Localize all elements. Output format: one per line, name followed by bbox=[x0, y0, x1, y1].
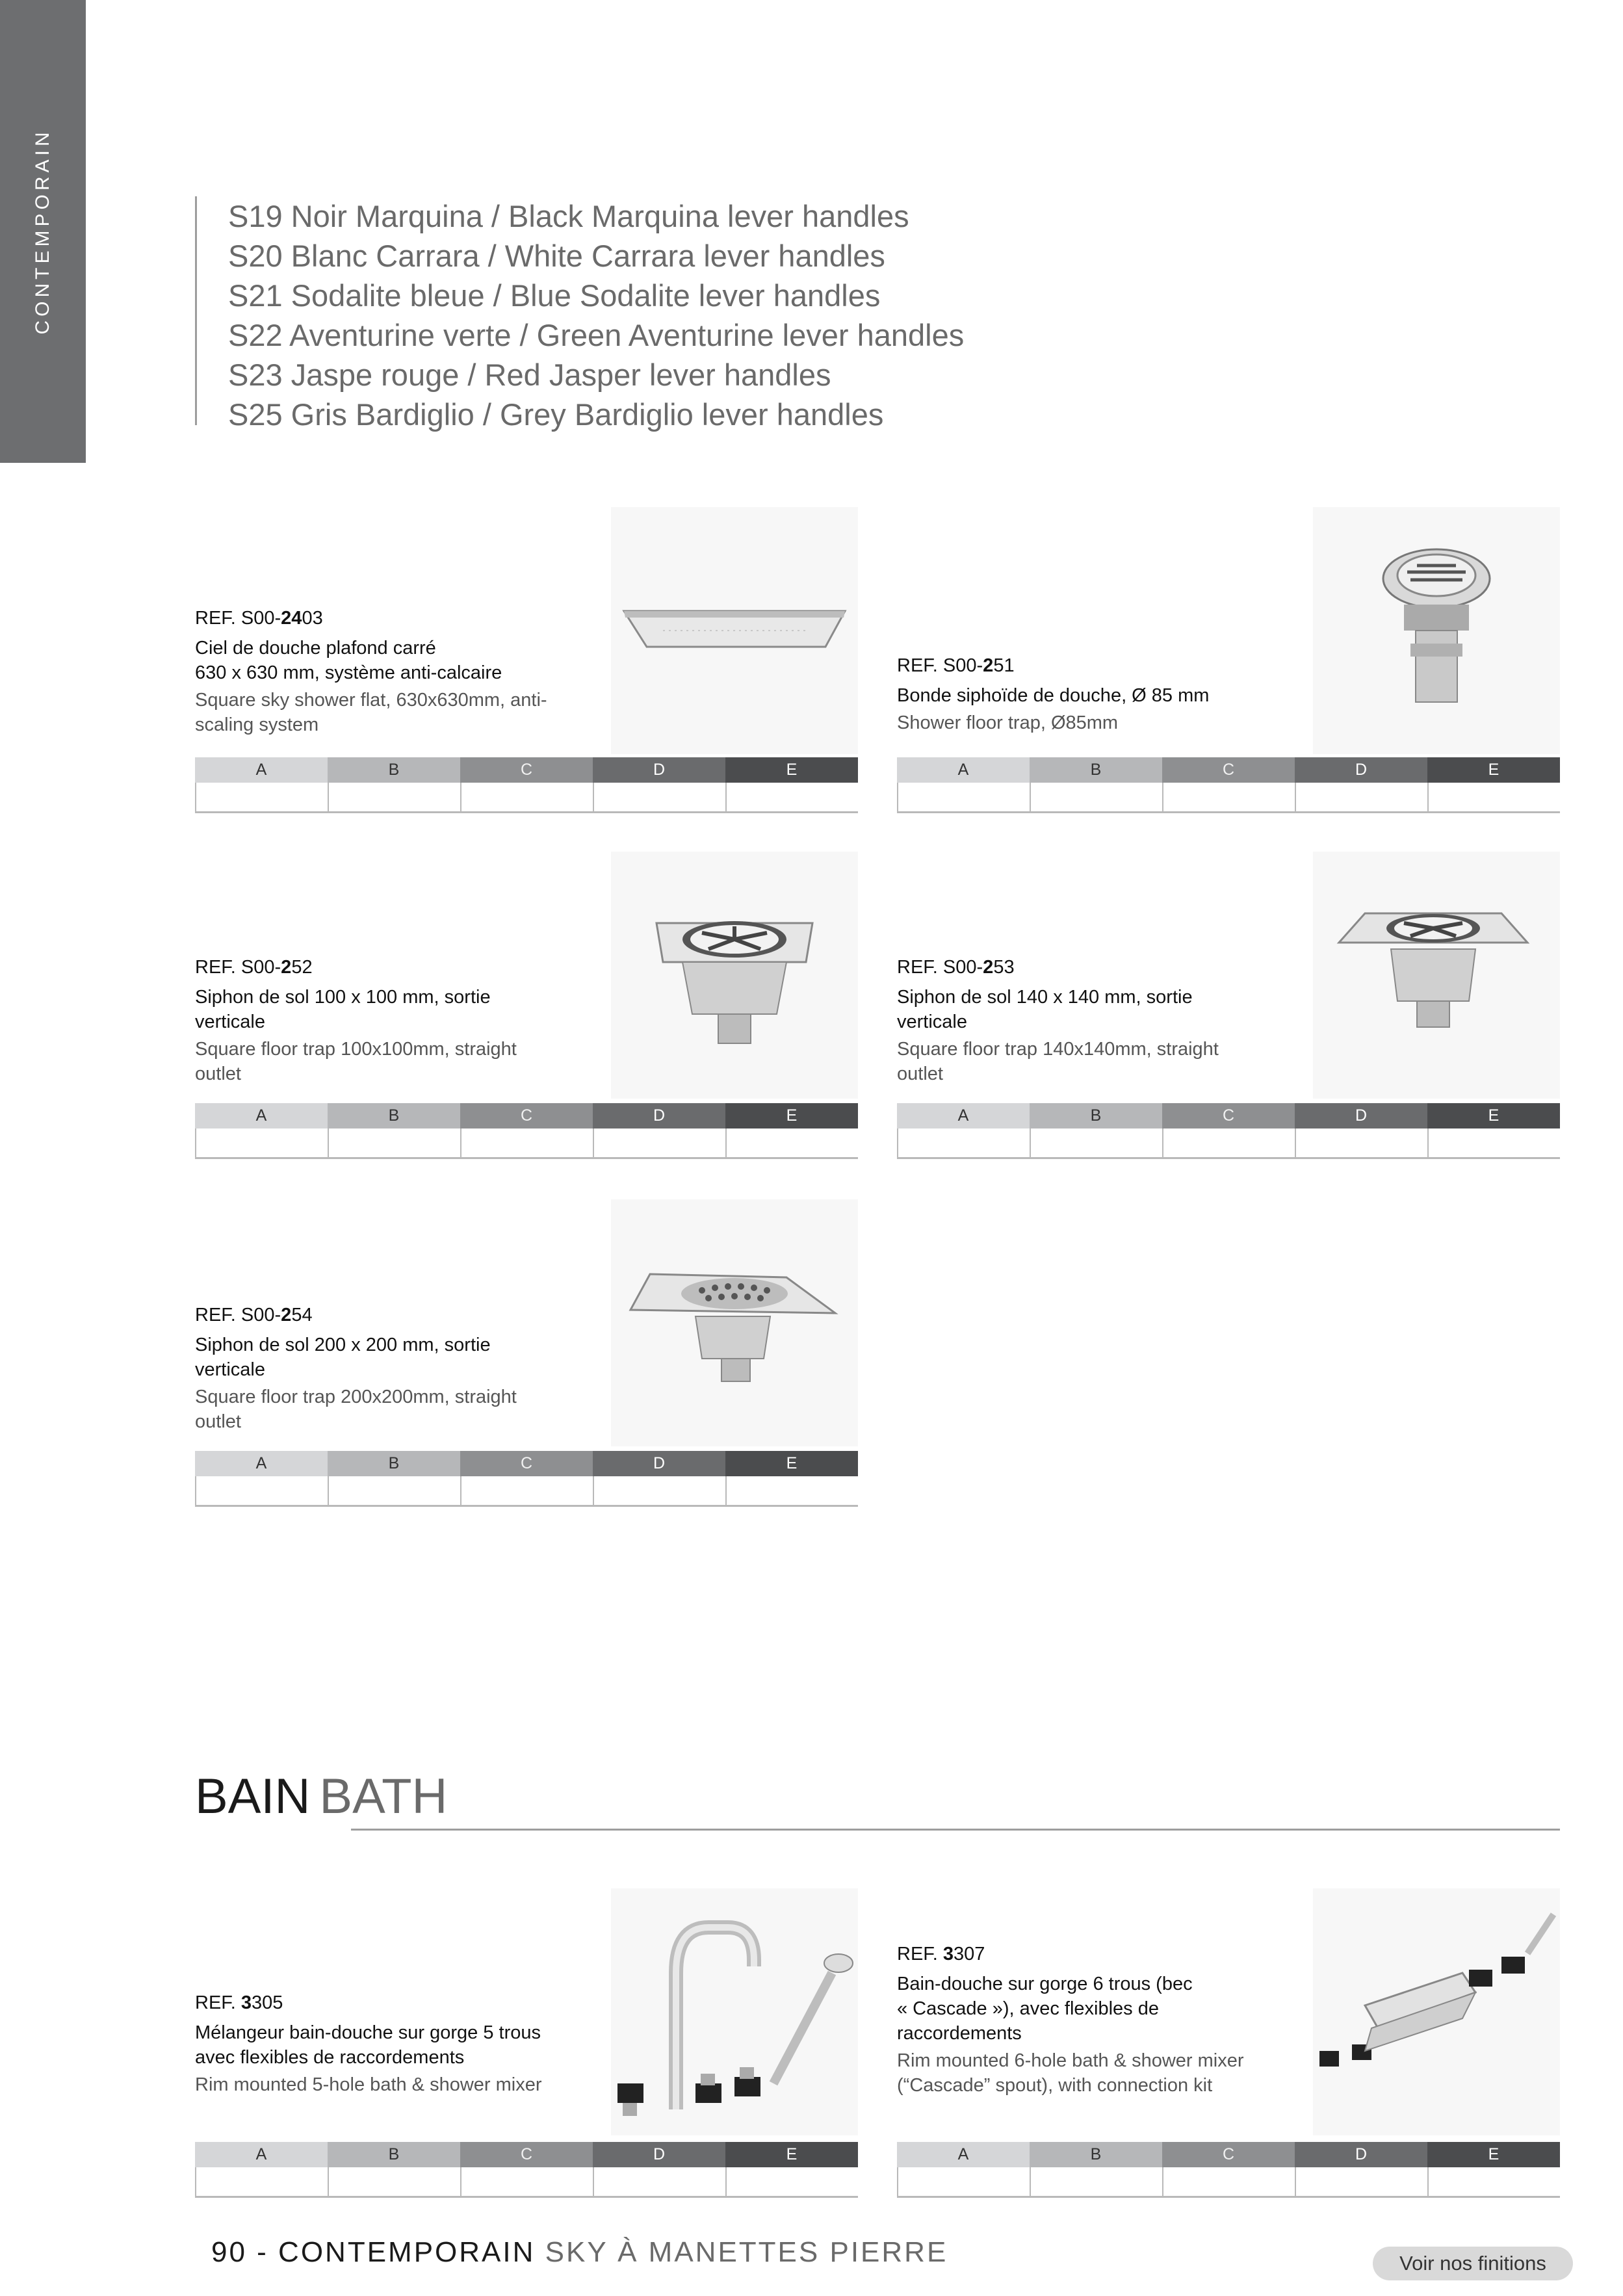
floor-trap-icon bbox=[611, 852, 858, 1099]
column-header: C bbox=[1162, 757, 1295, 783]
floor-trap-grid-icon bbox=[611, 1199, 858, 1446]
column-header: D bbox=[593, 2142, 725, 2167]
finish-columns bbox=[195, 757, 858, 783]
product-description-fr: Siphon de sol 140 x 140 mm, sortie verticale bbox=[897, 987, 1193, 1032]
shower-drain-icon bbox=[1313, 507, 1560, 754]
product-photo bbox=[1313, 1888, 1560, 2135]
product-photo bbox=[1313, 852, 1560, 1099]
product-card bbox=[897, 507, 1560, 819]
column-header: C bbox=[1162, 2142, 1295, 2167]
column-header: A bbox=[897, 2142, 1030, 2167]
product-photo bbox=[611, 1888, 858, 2135]
column-header: A bbox=[195, 1103, 328, 1128]
section-title bbox=[195, 1768, 447, 1825]
product-ref: REF. S00-253 bbox=[897, 957, 1015, 978]
column-header: C bbox=[460, 1451, 593, 1476]
column-header: E bbox=[725, 757, 858, 783]
section-title-en: BATH bbox=[319, 1769, 448, 1824]
finish-cells bbox=[897, 783, 1560, 813]
finish-columns bbox=[897, 757, 1560, 783]
product-ref: REF. 3307 bbox=[897, 1944, 985, 1964]
column-header: C bbox=[460, 757, 593, 783]
column-header: D bbox=[593, 1451, 725, 1476]
finish-cells bbox=[195, 783, 858, 813]
column-header: E bbox=[725, 1103, 858, 1128]
product-ref: REF. 3305 bbox=[195, 1992, 283, 2013]
finish-cells bbox=[897, 2167, 1560, 2198]
product-description-fr: Ciel de douche plafond carré 630 x 630 mm, système anti-calcaire bbox=[195, 638, 502, 683]
column-header: C bbox=[460, 1103, 593, 1128]
column-header: E bbox=[1427, 1103, 1560, 1128]
column-header: D bbox=[1295, 1103, 1427, 1128]
finish-cells bbox=[195, 1128, 858, 1159]
page-number: 90 - bbox=[211, 2236, 279, 2268]
view-finishes-button[interactable]: Voir nos finitions bbox=[1373, 2247, 1573, 2280]
column-header: B bbox=[1030, 2142, 1162, 2167]
column-header: C bbox=[1162, 1103, 1295, 1128]
bath-mixer-icon bbox=[611, 1888, 858, 2135]
column-header: A bbox=[897, 1103, 1030, 1128]
product-ref: REF. S00-254 bbox=[195, 1305, 313, 1325]
column-header: B bbox=[328, 1103, 460, 1128]
finish-cells bbox=[897, 1128, 1560, 1159]
product-description-fr: Siphon de sol 100 x 100 mm, sortie verticale bbox=[195, 987, 491, 1032]
column-header: B bbox=[328, 757, 460, 783]
product-description-fr: Bain-douche sur gorge 6 trous (bec « Cascade »), avec flexibles de raccordements bbox=[897, 1974, 1193, 2044]
variant-item: S25 Gris Bardiglio / Grey Bardiglio lever handles bbox=[228, 397, 884, 432]
ceiling-shower-icon bbox=[611, 507, 858, 754]
variant-item: S19 Noir Marquina / Black Marquina lever handles bbox=[228, 199, 909, 233]
product-card bbox=[195, 852, 858, 1164]
finish-columns bbox=[195, 1103, 858, 1128]
product-description-fr: Bonde siphoïde de douche, Ø 85 mm bbox=[897, 685, 1210, 706]
column-header: E bbox=[725, 1451, 858, 1476]
floor-trap-icon bbox=[1313, 852, 1560, 1099]
product-card bbox=[195, 1888, 858, 2200]
footer-collection: SKY À MANETTES PIERRE bbox=[535, 2236, 948, 2268]
product-description-en: Rim mounted 6-hole bath & shower mixer (“Cascade” spout), with connection kit bbox=[897, 2050, 1244, 2096]
finish-columns bbox=[897, 1103, 1560, 1128]
column-header: D bbox=[593, 1103, 725, 1128]
section-title-fr: BAIN bbox=[195, 1769, 311, 1824]
product-photo bbox=[611, 507, 858, 754]
column-header: B bbox=[328, 1451, 460, 1476]
product-card bbox=[897, 1888, 1560, 2200]
cascade-mixer-icon bbox=[1313, 1888, 1560, 2135]
finish-columns bbox=[897, 2142, 1560, 2167]
column-header: E bbox=[1427, 2142, 1560, 2167]
column-header: E bbox=[725, 2142, 858, 2167]
column-header: E bbox=[1427, 757, 1560, 783]
column-header: A bbox=[195, 757, 328, 783]
page-footer bbox=[211, 2236, 948, 2269]
variant-list bbox=[195, 196, 965, 432]
product-card bbox=[195, 1199, 858, 1511]
product-ref: REF. S00-2403 bbox=[195, 608, 323, 629]
product-photo bbox=[611, 1199, 858, 1446]
column-header: B bbox=[1030, 757, 1162, 783]
side-tab-label: CONTEMPORAIN bbox=[32, 128, 53, 335]
column-header: D bbox=[593, 757, 725, 783]
product-ref: REF. S00-252 bbox=[195, 957, 313, 978]
finish-columns bbox=[195, 1451, 858, 1476]
column-header: A bbox=[195, 1451, 328, 1476]
finish-cells bbox=[195, 2167, 858, 2198]
finish-columns bbox=[195, 2142, 858, 2167]
product-description-fr: Siphon de sol 200 x 200 mm, sortie verticale bbox=[195, 1335, 491, 1380]
product-description-en: Square sky shower flat, 630x630mm, anti- scaling system bbox=[195, 690, 547, 735]
variant-item: S21 Sodalite bleue / Blue Sodalite lever handles bbox=[228, 278, 881, 313]
variant-item: S23 Jaspe rouge / Red Jasper lever handles bbox=[228, 358, 831, 392]
column-header: A bbox=[195, 2142, 328, 2167]
column-header: B bbox=[1030, 1103, 1162, 1128]
product-card bbox=[897, 852, 1560, 1164]
product-description-en: Square floor trap 200x200mm, straight outlet bbox=[195, 1387, 517, 1432]
column-header: D bbox=[1295, 757, 1427, 783]
product-card bbox=[195, 507, 858, 819]
column-header: B bbox=[328, 2142, 460, 2167]
product-photo bbox=[611, 852, 858, 1099]
product-description-en: Rim mounted 5-hole bath & shower mixer bbox=[195, 2074, 542, 2095]
variant-item: S20 Blanc Carrara / White Carrara lever handles bbox=[228, 239, 885, 273]
variant-item: S22 Aventurine verte / Green Aventurine lever handles bbox=[228, 318, 965, 352]
footer-category: CONTEMPORAIN bbox=[278, 2236, 536, 2268]
column-header: D bbox=[1295, 2142, 1427, 2167]
product-description-en: Square floor trap 100x100mm, straight outlet bbox=[195, 1039, 517, 1084]
product-ref: REF. S00-251 bbox=[897, 655, 1015, 676]
finish-cells bbox=[195, 1476, 858, 1507]
column-header: C bbox=[460, 2142, 593, 2167]
product-description-en: Square floor trap 140x140mm, straight outlet bbox=[897, 1039, 1219, 1084]
product-photo bbox=[1313, 507, 1560, 754]
product-description-fr: Mélangeur bain-douche sur gorge 5 trous avec flexibles de raccordements bbox=[195, 2022, 541, 2068]
side-section-tab bbox=[0, 0, 86, 463]
section-divider bbox=[351, 1829, 1560, 1831]
product-description-en: Shower floor trap, Ø85mm bbox=[897, 712, 1119, 733]
column-header: A bbox=[897, 757, 1030, 783]
